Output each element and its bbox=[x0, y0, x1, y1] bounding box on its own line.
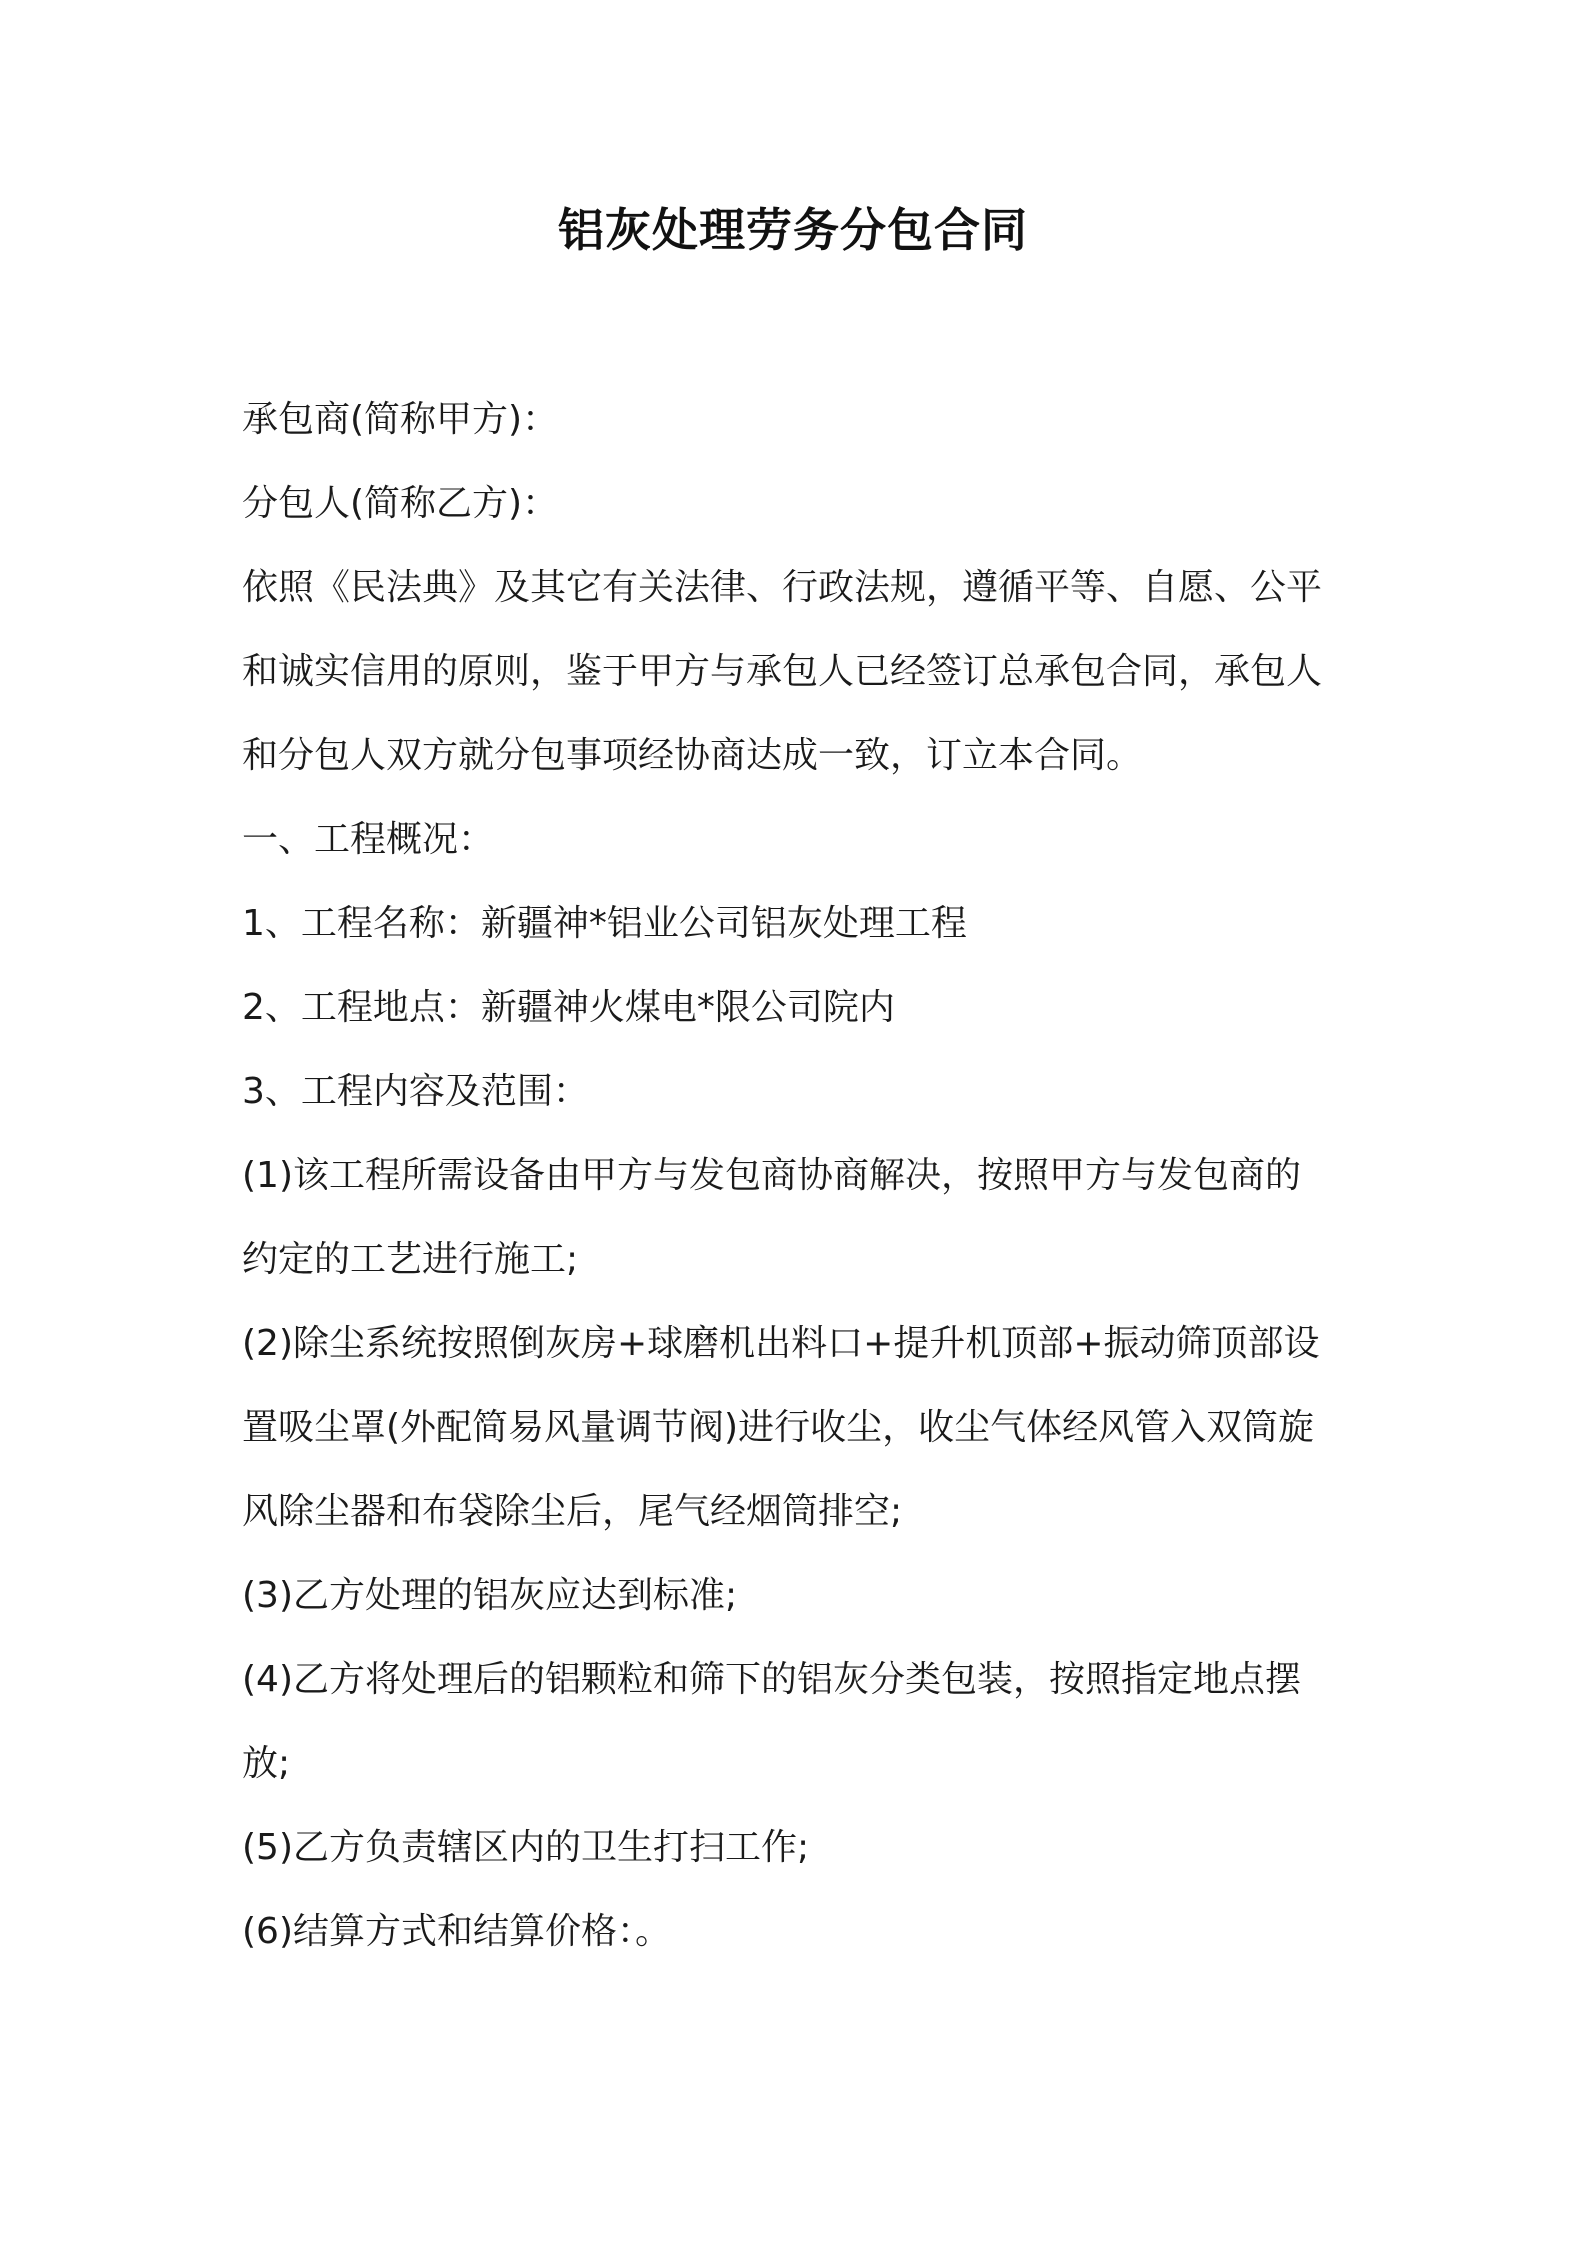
contractor-party-a-line: 承包商(简称甲方)： bbox=[242, 399, 559, 440]
scope-item-2-line-1: (2)除尘系统按照倒灰房+球磨机出料口+提升机顶部+振动筛顶部设 bbox=[242, 1323, 1320, 1364]
subcontractor-party-b-line: 分包人(简称乙方)： bbox=[242, 483, 559, 524]
preamble-line-1: 依照《民法典》及其它有关法律、行政法规，遵循平等、自愿、公平 bbox=[242, 567, 1323, 608]
scope-item-3-line: (3)乙方处理的铝灰应达到标准; bbox=[242, 1575, 738, 1616]
scope-item-4-line-1: (4)乙方将处理后的铝颗粒和筛下的铝灰分类包装，按照指定地点摆 bbox=[242, 1659, 1301, 1700]
scope-item-4-line-2: 放; bbox=[242, 1743, 291, 1784]
document-body bbox=[242, 378, 1362, 1974]
scope-item-1-line-2: 约定的工艺进行施工; bbox=[242, 1239, 579, 1280]
scope-item-5-line: (5)乙方负责辖区内的卫生打扫工作; bbox=[242, 1827, 810, 1868]
scope-item-2-line-3: 风除尘器和布袋除尘后，尾气经烟筒排空; bbox=[242, 1491, 903, 1532]
preamble-line-3: 和分包人双方就分包事项经协商达成一致，订立本合同。 bbox=[242, 735, 1143, 776]
project-name-line: 1、工程名称：新疆神*铝业公司铝灰处理工程 bbox=[242, 903, 967, 944]
preamble-line-2: 和诚实信用的原则，鉴于甲方与承包人已经签订总承包合同，承包人 bbox=[242, 651, 1323, 692]
scope-item-6-line: (6)结算方式和结算价格：。 bbox=[242, 1911, 671, 1952]
project-scope-heading: 3、工程内容及范围： bbox=[242, 1071, 589, 1112]
project-location-line: 2、工程地点：新疆神火煤电*限公司院内 bbox=[242, 987, 895, 1028]
scope-item-1-line-1: (1)该工程所需设备由甲方与发包商协商解决，按照甲方与发包商的 bbox=[242, 1155, 1301, 1196]
scope-item-2-line-2: 置吸尘罩(外配简易风量调节阀)进行收尘，收尘气体经风管入双筒旋 bbox=[242, 1407, 1315, 1448]
section-heading-project-overview: 一、工程概况： bbox=[242, 819, 495, 860]
document-title: 铝灰处理劳务分包合同 bbox=[558, 203, 1028, 257]
